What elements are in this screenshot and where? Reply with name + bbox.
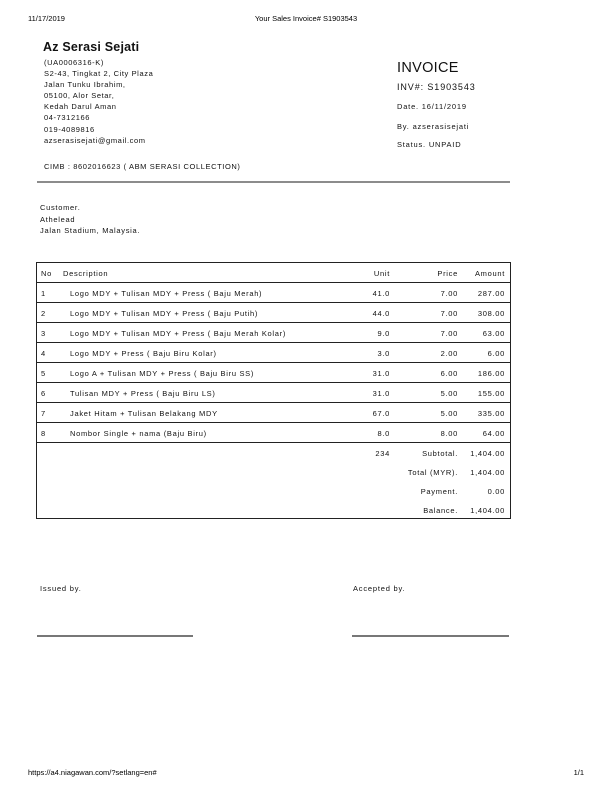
row-price: 5.00 [440, 389, 458, 398]
subtotal-label: Subtotal. [422, 449, 458, 458]
row-amount: 186.00 [477, 369, 505, 378]
company-details [44, 57, 153, 146]
row-unit: 31.0 [372, 369, 390, 378]
table-header-row [37, 263, 510, 283]
bank-account: CIMB : 8602016623 ( ABM SERASI COLLECTION) [44, 162, 241, 171]
company-address-line: 05100, Alor Setar, [44, 91, 115, 101]
header-no: No [41, 269, 52, 278]
header-divider [37, 181, 510, 183]
row-unit: 41.0 [372, 289, 390, 298]
row-no: 7 [41, 409, 46, 418]
row-no: 3 [41, 329, 46, 338]
print-footer [28, 768, 584, 780]
row-description: Tulisan MDY + Press ( Baju Biru LS) [70, 389, 216, 398]
print-title: Your Sales Invoice# S1903543 [254, 14, 358, 23]
summary-subtotal-row [37, 443, 510, 463]
company-name: Az Serasi Sejati [43, 40, 140, 54]
payment-label: Payment. [420, 487, 458, 496]
print-date: 11/17/2019 [28, 14, 65, 23]
row-description: Jaket Hitam + Tulisan Belakang MDY [70, 409, 218, 418]
table-row [37, 303, 510, 323]
row-description: Logo A + Tulisan MDY + Press ( Baju Biru SS) [70, 369, 255, 378]
print-page-number: 1/1 [573, 768, 584, 777]
balance-value: 1,404.00 [470, 506, 505, 515]
header-amount: Amount [474, 269, 505, 278]
customer-address: Jalan Stadium, Malaysia. [40, 226, 141, 235]
print-header [28, 14, 584, 26]
row-unit: 44.0 [372, 309, 390, 318]
balance-label: Balance. [423, 506, 458, 515]
invoice-title: INVOICE [397, 60, 459, 76]
total-value: 1,404.00 [470, 468, 505, 477]
header-price: Price [437, 269, 458, 278]
payment-value: 0.00 [487, 487, 505, 496]
row-description: Logo MDY + Tulisan MDY + Press ( Baju Merah Kolar) [70, 329, 287, 338]
row-no: 5 [41, 369, 46, 378]
total-label: Total (MYR). [407, 468, 458, 477]
table-row [37, 363, 510, 383]
company-address-line: Kedah Darul Aman [44, 102, 117, 112]
row-no: 8 [41, 429, 46, 438]
table-row [37, 383, 510, 403]
table-row [37, 283, 510, 303]
summary-balance-row [37, 500, 510, 520]
row-amount: 287.00 [477, 289, 505, 298]
print-url: https://a4.niagawan.com/?setlang=en# [28, 768, 157, 777]
row-price: 8.00 [440, 429, 458, 438]
row-price: 5.00 [440, 409, 458, 418]
row-description: Logo MDY + Tulisan MDY + Press ( Baju Merah) [70, 289, 263, 298]
header-description: Description [63, 269, 109, 278]
row-description: Logo MDY + Press ( Baju Biru Kolar) [70, 349, 217, 358]
total-units: 234 [375, 449, 390, 458]
accepted-by-label: Accepted by. [353, 584, 406, 593]
invoice-number: INV#: S1903543 [397, 82, 476, 92]
row-unit: 31.0 [372, 389, 390, 398]
row-no: 6 [41, 389, 46, 398]
company-email: azserasisejati@gmail.com [44, 135, 146, 145]
company-phone: 04-7312166 [44, 113, 91, 123]
customer-block [40, 202, 140, 237]
row-no: 1 [41, 289, 46, 298]
row-price: 2.00 [440, 349, 458, 358]
row-amount: 63.00 [482, 329, 505, 338]
customer-name: Athelead [40, 214, 76, 224]
summary-payment-row [37, 481, 510, 501]
header-unit: Unit [373, 269, 390, 278]
invoice-date: Date. 16/11/2019 [397, 102, 467, 111]
customer-label: Customer. [40, 203, 81, 212]
issued-by-label: Issued by. [40, 584, 82, 593]
table-row [37, 323, 510, 343]
table-row [37, 343, 510, 363]
row-amount: 155.00 [477, 389, 505, 398]
row-unit: 8.0 [377, 429, 390, 438]
table-row [37, 403, 510, 423]
invoice-issuer: By. azserasisejati [397, 122, 470, 131]
summary-total-row [37, 462, 510, 482]
row-unit: 9.0 [377, 329, 390, 338]
company-address-line: S2-43, Tingkat 2, City Plaza [44, 69, 154, 79]
row-amount: 335.00 [477, 409, 505, 418]
row-price: 7.00 [440, 329, 458, 338]
row-no: 4 [41, 349, 46, 358]
accepted-signature-line [352, 635, 509, 637]
row-amount: 308.00 [477, 309, 505, 318]
row-price: 6.00 [440, 369, 458, 378]
invoice-status: Status. UNPAID [397, 140, 462, 149]
row-description: Nombor Single + nama (Baju Biru) [70, 429, 207, 438]
company-registration: (UA0006316-K) [44, 58, 104, 67]
invoice-items-table [36, 262, 511, 519]
row-price: 7.00 [440, 289, 458, 298]
row-amount: 6.00 [487, 349, 505, 358]
row-unit: 67.0 [372, 409, 390, 418]
row-no: 2 [41, 309, 46, 318]
table-row [37, 423, 510, 443]
company-address-line: Jalan Tunku Ibrahim, [44, 80, 126, 90]
row-amount: 64.00 [482, 429, 505, 438]
row-price: 7.00 [440, 309, 458, 318]
subtotal-value: 1,404.00 [470, 449, 505, 458]
company-mobile: 019-4089816 [44, 124, 95, 134]
issued-signature-line [37, 635, 193, 637]
row-unit: 3.0 [377, 349, 390, 358]
row-description: Logo MDY + Tulisan MDY + Press ( Baju Putih) [70, 309, 259, 318]
